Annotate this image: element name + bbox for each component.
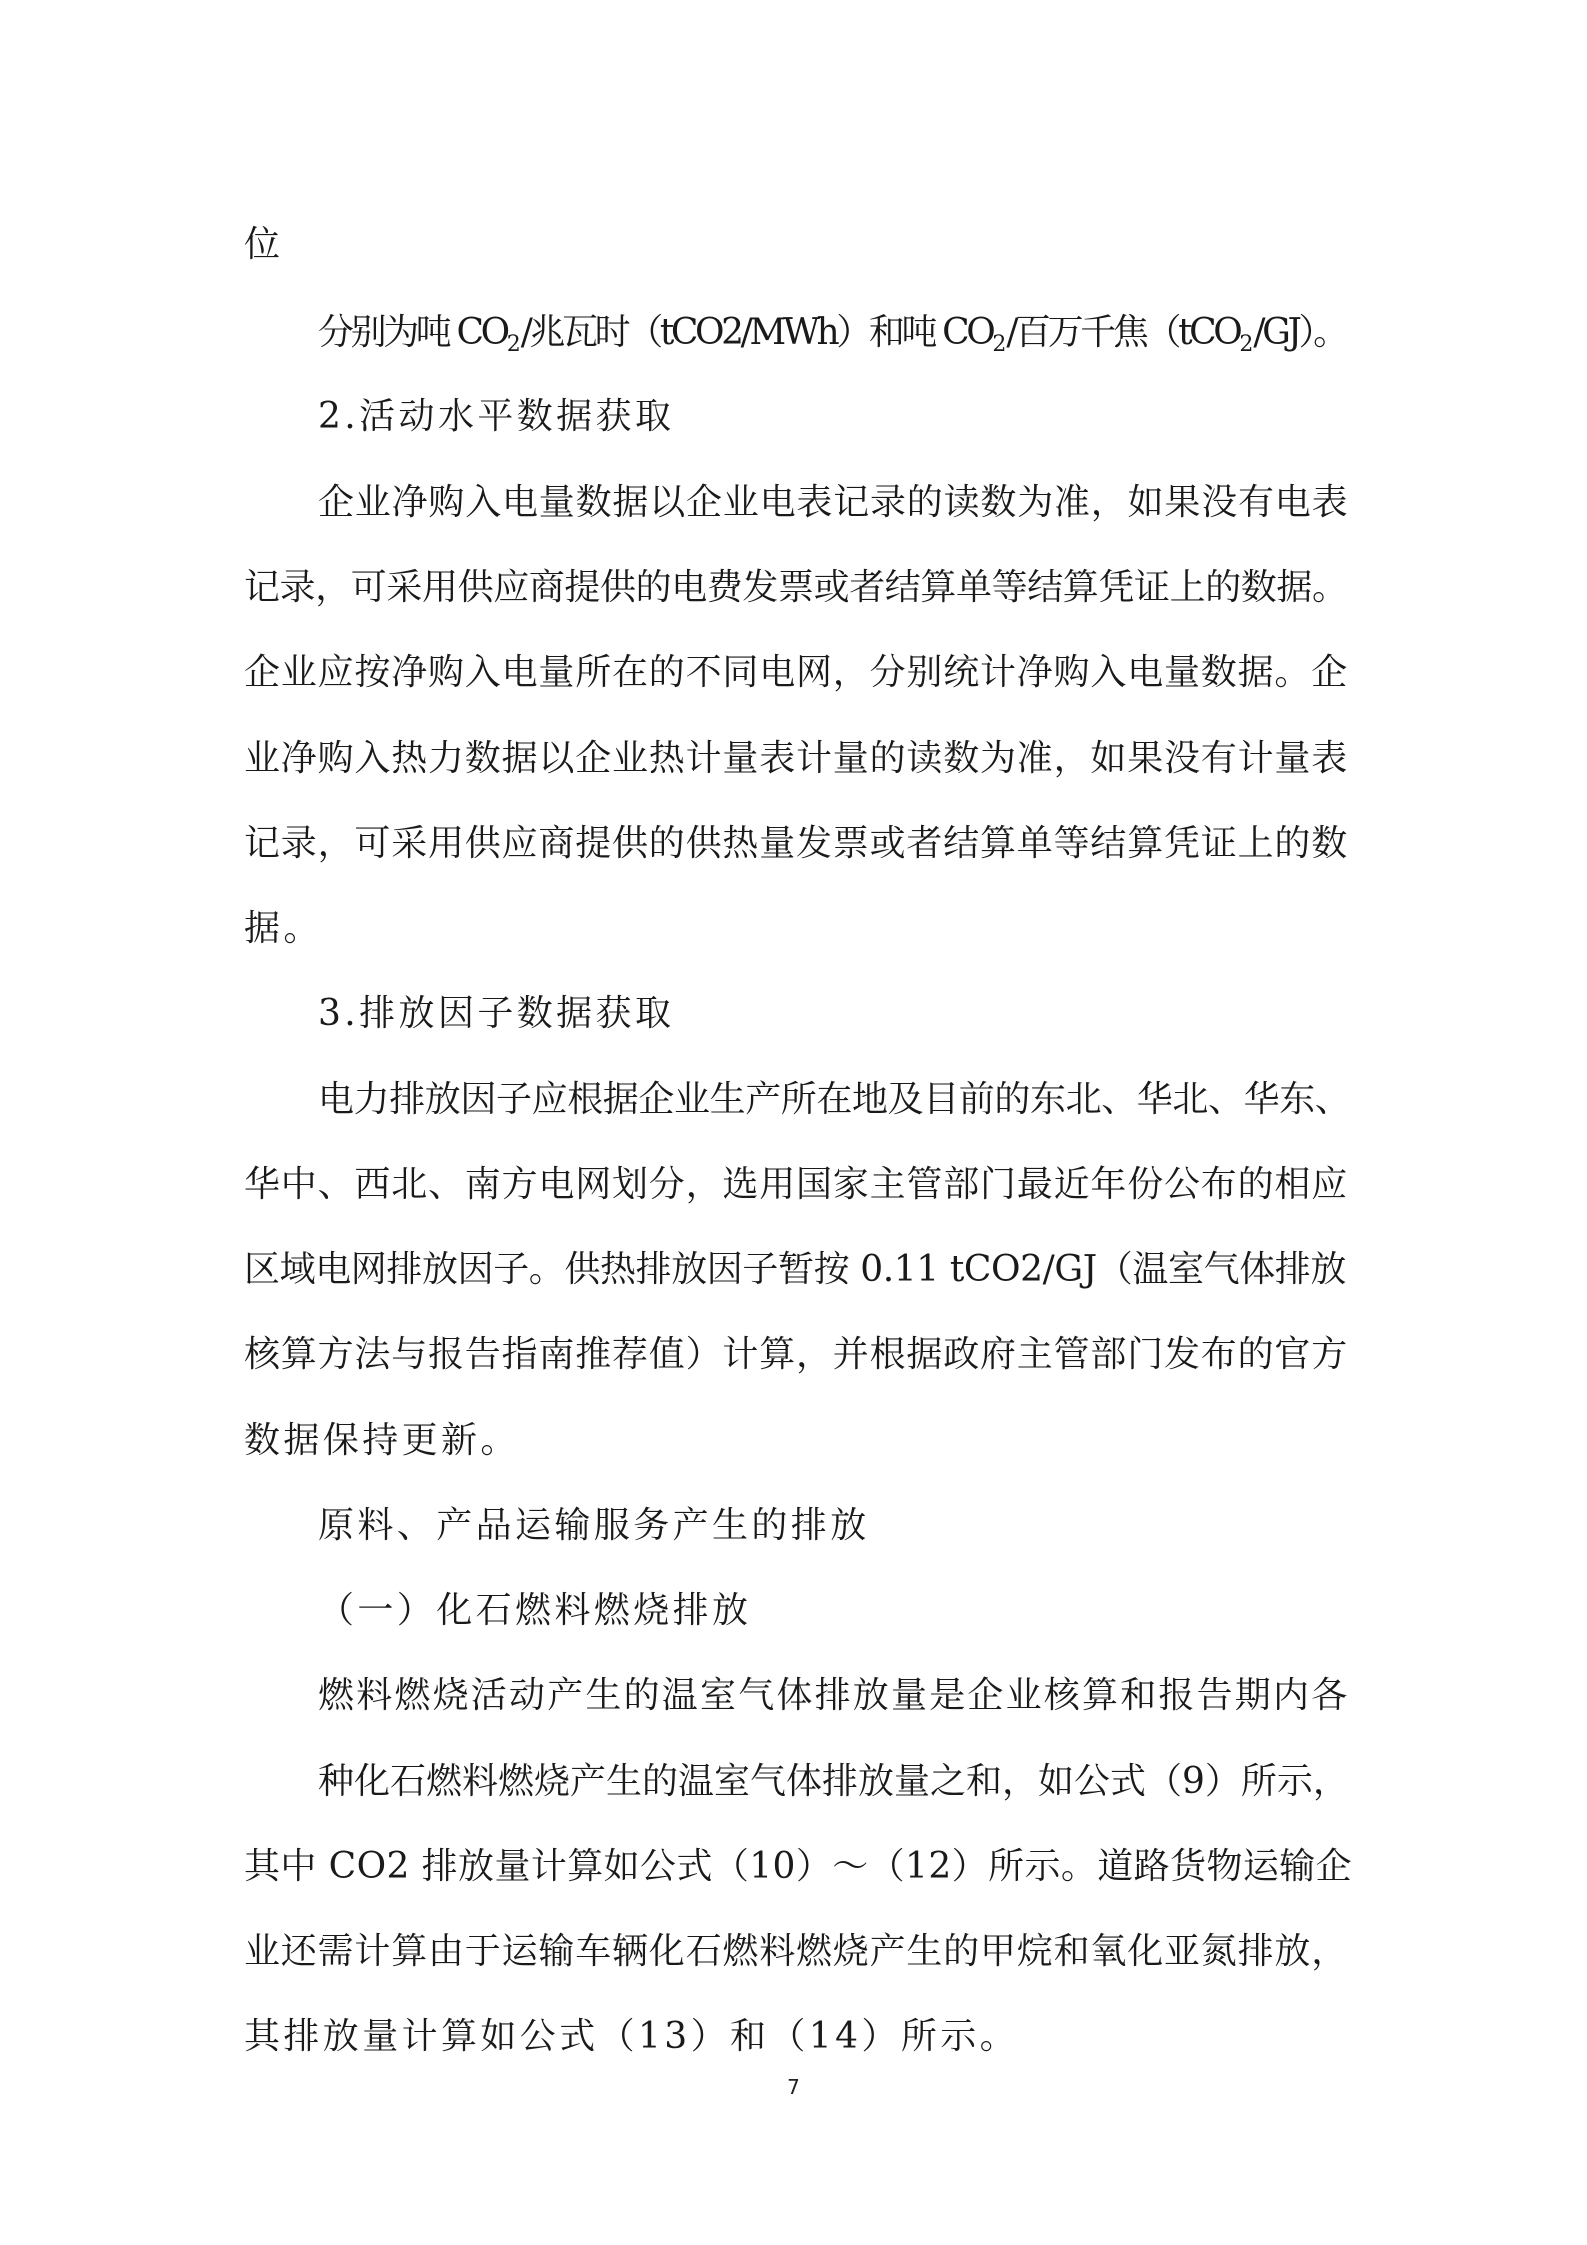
section-heading: 3.排放因子数据获取 (318, 993, 675, 1034)
text-line: 业还需计算由于运输车辆化石燃料燃烧产生的甲烷和氧化亚氮排放， (244, 1931, 1349, 1972)
text-line: 分别为吨 $CO_2/$兆瓦时（tCO2/MWh）和吨 $CO_2/$百万千焦（tCO$_2$/GJ）。 (318, 312, 1346, 357)
text-line: 种化石燃料燃烧产生的温室气体排放量之和，如公式（9）所示， (318, 1761, 1349, 1802)
section-heading: （一）化石燃料燃烧排放 (318, 1590, 752, 1631)
text-line: 数据保持更新。 (244, 1420, 520, 1461)
text-line: 位 (244, 224, 284, 265)
text-line: 据。 (244, 908, 323, 949)
section-heading: 2.活动水平数据获取 (318, 396, 675, 437)
text-line: 记录，可采用供应商提供的电费发票或者结算单等结算凭证上的数据。 (244, 567, 1348, 608)
text-line: 区域电网排放因子。供热排放因子暂按 0.11 tCO2/GJ（温室气体排放 (244, 1249, 1346, 1290)
section-heading: 原料、产品运输服务产生的排放 (318, 1505, 870, 1546)
page-number: 7 (787, 2075, 800, 2099)
text-line: 核算方法与报告指南推荐值）计算，并根据政府主管部门发布的官方 (244, 1334, 1349, 1375)
text-line: 其排放量计算如公式（13）和（14）所示。 (244, 2016, 1020, 2057)
text-line: 燃料燃烧活动产生的温室气体排放量是企业核算和报告期内各 (318, 1675, 1350, 1716)
text-line: 企业应按净购入电量所在的不同电网，分别统计净购入电量数据。企 (244, 652, 1349, 693)
text-line: 记录，可采用供应商提供的供热量发票或者结算单等结算凭证上的数 (244, 823, 1349, 864)
text-line: 企业净购入电量数据以企业电表记录的读数为准，如果没有电表 (318, 482, 1349, 523)
text-line: 电力排放因子应根据企业生产所在地及目前的东北、华北、华东、 (318, 1079, 1351, 1120)
text-line: 其中 CO2 排放量计算如公式（10）～（12）所示。道路货物运输企 (244, 1846, 1353, 1887)
text-line: 华中、西北、南方电网划分，选用国家主管部门最近年份公布的相应 (244, 1164, 1349, 1205)
text-line: 业净购入热力数据以企业热计量表计量的读数为准，如果没有计量表 (244, 738, 1349, 779)
